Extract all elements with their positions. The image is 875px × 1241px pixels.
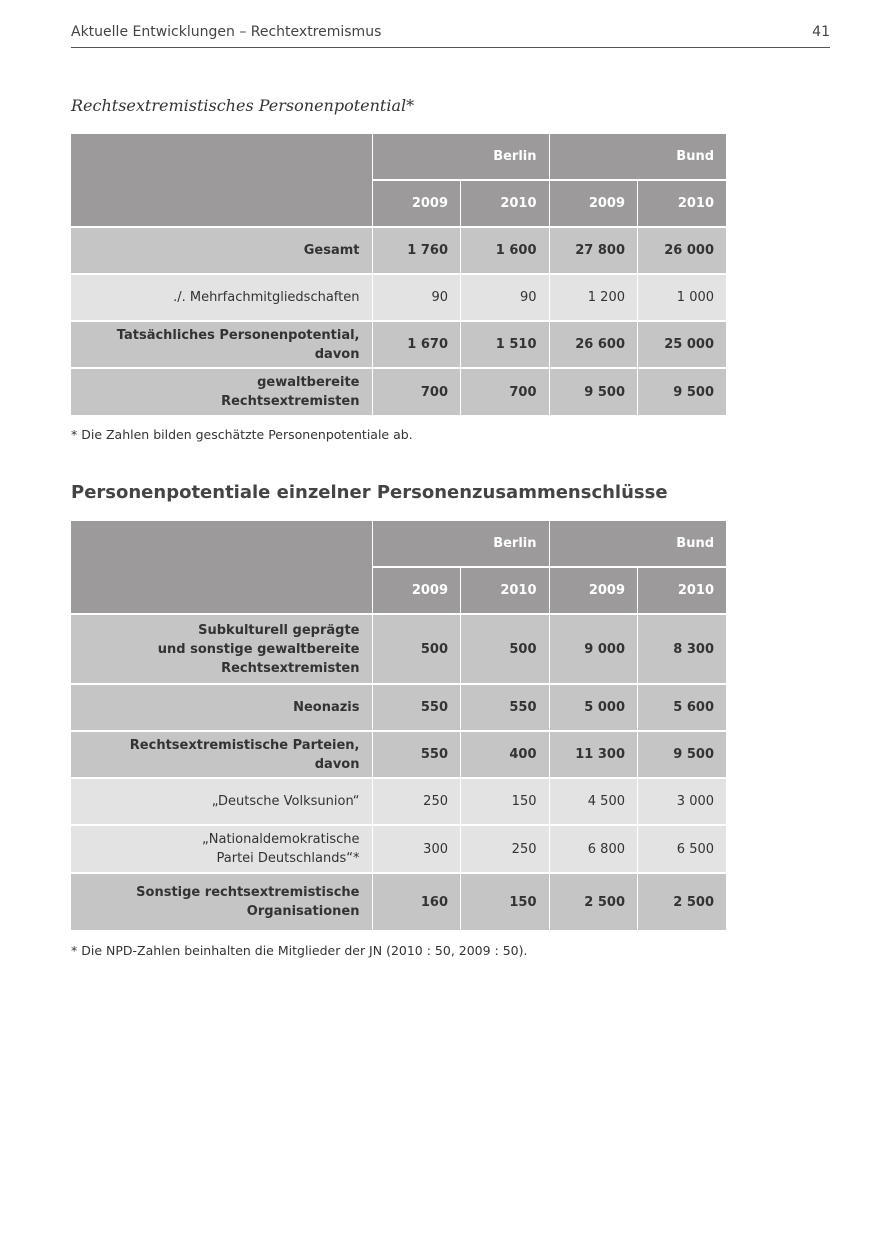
cell-value: 150 <box>461 778 550 825</box>
year-header: 2010 <box>638 567 727 614</box>
running-header <box>71 22 830 48</box>
cell-value: 500 <box>372 614 461 684</box>
group-header-bund: Bund <box>549 521 726 567</box>
table-row <box>71 731 726 778</box>
cell-value: 150 <box>461 873 550 931</box>
row-label: Gesamt <box>71 227 372 274</box>
cell-value: 5 600 <box>638 684 727 731</box>
cell-value: 11 300 <box>549 731 638 778</box>
cell-value: 1 200 <box>549 274 638 321</box>
header-title: Aktuelle Entwicklungen – Rechtextremismus <box>71 24 382 40</box>
row-label: Rechtsextremistische Parteien, davon <box>71 731 372 778</box>
table-row <box>71 614 726 684</box>
cell-value: 6 500 <box>638 825 727 873</box>
year-header: 2010 <box>461 567 550 614</box>
cell-value: 9 000 <box>549 614 638 684</box>
cell-value: 400 <box>461 731 550 778</box>
row-label <box>71 873 372 931</box>
row-label-line: und sonstige gewaltbereite <box>157 641 360 657</box>
cell-value: 90 <box>461 274 550 321</box>
table2-footnote: * Die NPD-Zahlen beinhalten die Mitglieder der JN (2010 : 50, 2009 : 50). <box>71 943 528 958</box>
row-label <box>71 368 372 416</box>
cell-value: 550 <box>372 684 461 731</box>
year-header: 2009 <box>372 567 461 614</box>
table-row <box>71 368 726 416</box>
cell-value: 550 <box>461 684 550 731</box>
cell-value: 1 000 <box>638 274 727 321</box>
cell-value: 700 <box>372 368 461 416</box>
row-label: Neonazis <box>71 684 372 731</box>
table2-heading: Personenpotentiale einzelner Personenzusammenschlüsse <box>71 482 668 503</box>
cell-value: 1 510 <box>461 321 550 368</box>
cell-value: 90 <box>372 274 461 321</box>
table1-caption: Rechtsextremistisches Personenpotential* <box>71 96 415 115</box>
cell-value: 1 670 <box>372 321 461 368</box>
cell-value: 2 500 <box>549 873 638 931</box>
row-label-line: Sonstige rechtsextremistische <box>136 885 360 900</box>
row-label-line: „Nationaldemokratische <box>202 832 360 847</box>
table-row <box>71 684 726 731</box>
cell-value: 4 500 <box>549 778 638 825</box>
year-header: 2009 <box>372 180 461 227</box>
cell-value: 1 600 <box>461 227 550 274</box>
cell-value: 160 <box>372 873 461 931</box>
table-row <box>71 321 726 368</box>
cell-value: 8 300 <box>638 614 727 684</box>
cell-value: 250 <box>461 825 550 873</box>
cell-value: 27 800 <box>549 227 638 274</box>
group-header-berlin: Berlin <box>372 134 549 180</box>
cell-value: 5 000 <box>549 684 638 731</box>
cell-value: 9 500 <box>638 731 727 778</box>
page-number: 41 <box>812 24 830 40</box>
cell-value: 6 800 <box>549 825 638 873</box>
year-header: 2010 <box>461 180 550 227</box>
cell-value: 9 500 <box>638 368 727 416</box>
cell-value: 250 <box>372 778 461 825</box>
row-label-line: Partei Deutschlands“* <box>216 851 360 866</box>
cell-value: 550 <box>372 731 461 778</box>
cell-value: 700 <box>461 368 550 416</box>
cell-value: 300 <box>372 825 461 873</box>
row-label-line: Subkulturell geprägte <box>198 622 360 638</box>
row-label: Tatsächliches Personenpotential, davon <box>71 321 372 368</box>
table-corner-cell <box>71 134 372 227</box>
table-personenpotential <box>71 134 726 417</box>
cell-value: 2 500 <box>638 873 727 931</box>
cell-value: 3 000 <box>638 778 727 825</box>
row-label-line: Rechtsextremisten <box>221 394 360 409</box>
group-header-bund: Bund <box>549 134 726 180</box>
row-label: „Deutsche Volksunion“ <box>71 778 372 825</box>
table1-footnote: * Die Zahlen bilden geschätzte Personenpotentiale ab. <box>71 427 413 442</box>
row-label <box>71 614 372 684</box>
table-row <box>71 825 726 873</box>
row-label-line: Organisationen <box>246 904 360 919</box>
cell-value: 500 <box>461 614 550 684</box>
table-corner-cell <box>71 521 372 614</box>
cell-value: 9 500 <box>549 368 638 416</box>
row-label: ./. Mehrfachmitgliedschaften <box>71 274 372 321</box>
row-label-line: gewaltbereite <box>257 375 360 390</box>
year-header: 2009 <box>549 180 638 227</box>
table-row <box>71 778 726 825</box>
cell-value: 26 600 <box>549 321 638 368</box>
row-label-line: Rechtsextremisten <box>221 660 360 676</box>
group-header-berlin: Berlin <box>372 521 549 567</box>
cell-value: 26 000 <box>638 227 727 274</box>
cell-value: 1 760 <box>372 227 461 274</box>
table-row <box>71 227 726 274</box>
year-header: 2009 <box>549 567 638 614</box>
cell-value: 25 000 <box>638 321 727 368</box>
table-row <box>71 873 726 931</box>
table-personenzusammenschluesse <box>71 521 726 932</box>
year-header: 2010 <box>638 180 727 227</box>
table-row <box>71 274 726 321</box>
row-label <box>71 825 372 873</box>
